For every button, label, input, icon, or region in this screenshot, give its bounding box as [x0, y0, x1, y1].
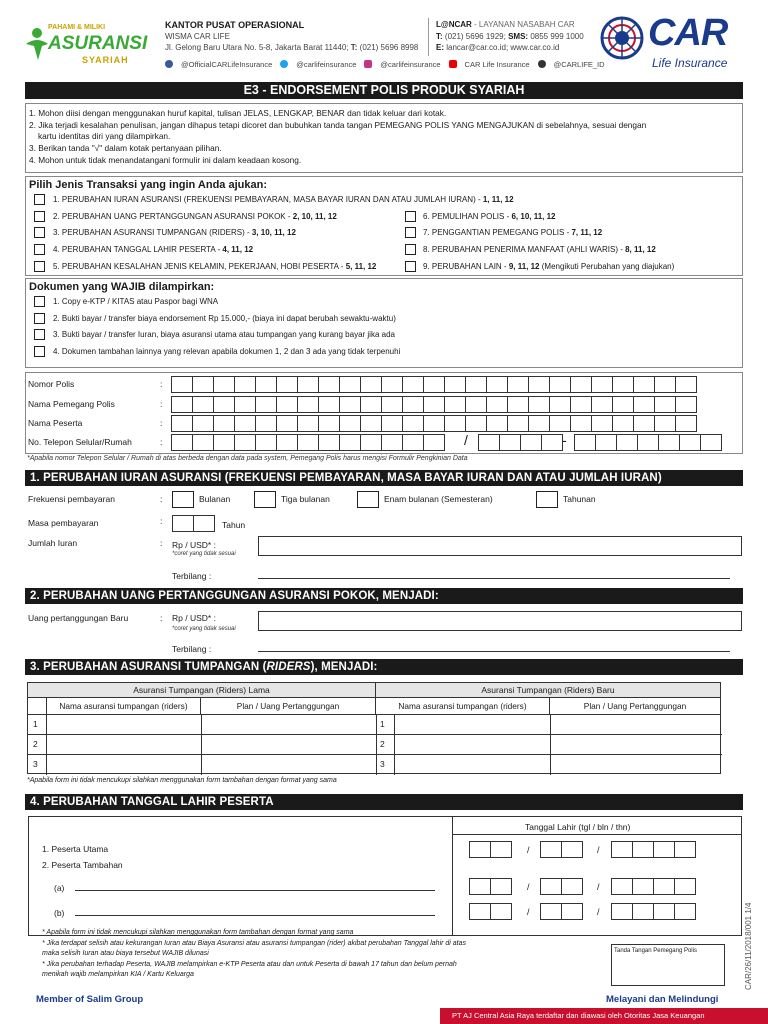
office-address: Jl. Gelong Baru Utara No. 5-8, Jakarta Barat 11440; T: (021) 5696 8998 — [165, 43, 419, 52]
social-twitter[interactable]: @carlifeinsurance — [296, 59, 357, 69]
riders-new-header: Asuransi Tumpangan (Riders) Baru — [376, 683, 720, 698]
label-period: Masa pembayaran — [28, 518, 99, 528]
office-building: WISMA CAR LIFE — [165, 32, 230, 41]
label-frequency: Frekuensi pembayaran — [28, 494, 115, 504]
checkbox-opt7[interactable] — [405, 227, 416, 238]
checkbox-opt9[interactable] — [405, 261, 416, 272]
checkbox-opt4[interactable] — [34, 244, 45, 255]
checkbox-opt5[interactable] — [34, 261, 45, 272]
phone-boxes-2[interactable] — [478, 434, 562, 451]
phone-boxes-3[interactable] — [574, 434, 721, 451]
checkbox-opt3[interactable] — [34, 227, 45, 238]
facebook-icon[interactable] — [165, 60, 173, 68]
dob-note-5: menikah wajib melampirkan KIA / Kartu Keluarga — [42, 971, 194, 978]
opt4-label: 4. PERUBAHAN TANGGAL LAHIR PESERTA - 4, 11, 12 — [53, 245, 254, 254]
instagram-icon[interactable] — [364, 60, 372, 68]
car-logo — [600, 12, 750, 72]
dob-b-month[interactable] — [540, 903, 582, 920]
doc3-label: 3. Bukti bayar / transfer Iuran, biaya asuransi utama atau tumpangan yang kurang bayar jika ada — [53, 330, 395, 339]
sum-assured-input[interactable] — [258, 611, 742, 631]
label-policy-holder: Nama Pemegang Polis — [28, 399, 115, 409]
dob-note-2: * Jika terdapat selisih atau kekurangan Iuran atau Biaya Asuransi atau asuransi tumpangan (rider) akibat perubahan Tanggal lahir di atas — [42, 940, 467, 947]
section-2-title: 2. PERUBAHAN UANG PERTANGGUNGAN ASURANSI POKOK, MENJADI: — [25, 588, 743, 604]
youtube-icon[interactable] — [449, 60, 457, 68]
instruction-3: 3. Berikan tanda "√" dalam kotak pertanyaan pilihan. — [29, 143, 222, 153]
instruction-1: 1. Mohon diisi dengan menggunakan huruf kapital, tulisan JELAS, LENGKAP, BENAR dan tidak keluar dari kotak. — [29, 108, 447, 118]
signature-label: Tanda Tangan Pemegang Polis — [614, 948, 697, 954]
checkbox-doc4[interactable] — [34, 346, 45, 357]
rider-row-2[interactable] — [28, 735, 722, 755]
social-instagram[interactable]: @carlifeinsurance — [380, 59, 441, 69]
dob-main-day[interactable] — [469, 841, 511, 858]
transaction-heading: Pilih Jenis Transaksi yang ingin Anda ajukan: — [29, 179, 267, 191]
doc4-label: 4. Dokumen tambahan lainnya yang relevan apabila dokumen 1, 2 dan 3 ada yang tidak terpenuhi — [53, 347, 401, 356]
in-words-line-2[interactable] — [258, 651, 730, 652]
dob-main-month[interactable] — [540, 841, 582, 858]
opt8-label: 8. PERUBAHAN PENERIMA MANFAAT (AHLI WARIS) - 8, 11, 12 — [423, 245, 656, 254]
opt2-label: 2. PERUBAHAN UANG PERTANGGUNGAN ASURANSI POKOK - 2, 10, 11, 12 — [53, 212, 337, 221]
instruction-2: 2. Jika terjadi kesalahan penulisan, jangan dihapus tetapi dicoret dan bubuhkan tanda tangan PEMEGANG POLIS YANG MENGAJUKAN di sebelahnya, sesuai dengan — [29, 120, 647, 130]
dob-note-4: * Jika perubahan terhadap Peserta, WAJIB melampirkan e-KTP Peserta atau dan untuk Peserta di bawah 17 tahun dan belum pernah — [42, 961, 457, 968]
logo-sub: SYARIAH — [82, 55, 129, 65]
label-in-words-1: Terbilang : — [172, 571, 212, 581]
amount-input[interactable] — [258, 536, 742, 556]
dob-note-3: maka selisih Iuran atau biaya tersebut WAJIB dilunasi — [42, 950, 209, 957]
label-phone: No. Telepon Selular/Rumah — [28, 437, 132, 447]
opt1-label: 1. PERUBAHAN IURAN ASURANSI (FREKUENSI PEMBAYARAN, MASA BAYAR IURAN DAN ATAU JUMLAH IURAN) - 1, 11, 12 — [53, 195, 514, 204]
twitter-icon[interactable] — [280, 60, 288, 68]
section-1-title: 1. PERUBAHAN IURAN ASURANSI (FREKUENSI PEMBAYARAN, MASA BAYAR IURAN DAN ATAU JUMLAH IURAN) — [25, 470, 743, 486]
checkbox-doc2[interactable] — [34, 313, 45, 324]
logo-brand: ASURANSI — [48, 33, 148, 54]
car-brand: CAR — [648, 12, 728, 54]
section-3-title: 3. PERUBAHAN ASURANSI TUMPANGAN (RIDERS), MENJADI: — [25, 659, 743, 675]
opt9-label: 9. PERUBAHAN LAIN - 9, 11, 12 (Mengikuti Perubahan yang diajukan) — [423, 262, 675, 271]
dob-main-year[interactable] — [611, 841, 695, 858]
col-old-name: Nama asuransi tumpangan (riders) — [46, 698, 201, 715]
documents-heading: Dokumen yang WAJIB dilampirkan: — [29, 281, 215, 293]
additional-b-line[interactable] — [75, 915, 435, 916]
label-currency-1: Rp / USD* : — [172, 540, 216, 550]
label-main-participant: 1. Peserta Utama — [42, 844, 109, 854]
office-title: KANTOR PUSAT OPERASIONAL — [165, 20, 305, 30]
checkbox-opt6[interactable] — [405, 211, 416, 222]
col-new-name: Nama asuransi tumpangan (riders) — [376, 698, 550, 715]
opt6-label: 6. PEMULIHAN POLIS - 6, 10, 11, 12 — [423, 212, 556, 221]
phone-note: *Apabila nomor Telepon Selular / Rumah di atas berbeda dengan data pada system, Pemegang Polis harus mengisi Formulir Pengkinian Data — [27, 455, 468, 462]
label-additional-participant: 2. Peserta Tambahan — [42, 860, 123, 870]
opt-semester: Enam bulanan (Semesteran) — [384, 494, 493, 504]
logo-tagline: PAHAMI & MILIKI — [48, 24, 106, 31]
doc2-label: 2. Bukti bayar / transfer biaya endorsement Rp 15.000,- (biaya ini dapat berubah sewaktu-waktu) — [53, 314, 396, 323]
riders-note: *Apabila form ini tidak mencukupi silahkan menggunakan form tambahan dengan format yang sama — [27, 777, 337, 784]
doc-code: CAR/26/11/2018/001 1/4 — [744, 902, 753, 990]
opt-monthly: Bulanan — [199, 494, 231, 504]
instruction-4: 4. Mohon untuk tidak menandatangani formulir ini dalam keadaan kosong. — [29, 155, 302, 165]
in-words-line-1[interactable] — [258, 578, 730, 579]
checkbox-monthly[interactable] — [172, 491, 194, 508]
checkbox-opt1[interactable] — [34, 194, 45, 205]
social-bar — [165, 58, 605, 70]
transaction-box — [25, 176, 743, 276]
opt7-label: 7. PENGGANTIAN PEMEGANG POLIS - 7, 11, 12 — [423, 228, 603, 237]
col-old-plan: Plan / Uang Pertanggungan — [201, 698, 376, 715]
checkbox-semester[interactable] — [357, 491, 379, 508]
form-title: E3 - ENDORSEMENT POLIS PRODUK SYARIAH — [25, 82, 743, 99]
col-new-plan: Plan / Uang Pertanggungan — [550, 698, 720, 715]
riders-old-header: Asuransi Tumpangan (Riders) Lama — [28, 683, 376, 698]
checkbox-opt8[interactable] — [405, 244, 416, 255]
period-boxes[interactable] — [172, 515, 214, 532]
lancar-label: L@NCAR — [436, 20, 472, 29]
opt5-label: 5. PERUBAHAN KESALAHAN JENIS KELAMIN, PEKERJAAN, HOBI PESERTA - 5, 11, 12 — [53, 262, 377, 271]
checkbox-yearly[interactable] — [536, 491, 558, 508]
label-sum-assured: Uang pertanggungan Baru — [28, 613, 129, 623]
riders-table: Asuransi Tumpangan (Riders) Lama Asuransi Tumpangan (Riders) Baru Nama asuransi tumpangan (riders) Plan / Uang Pertanggungan Nama asuransi tumpangan (riders) Plan / Uang Pertanggungan 1 2 3 1 2 3 — [27, 682, 721, 774]
dob-a-month[interactable] — [540, 878, 582, 895]
rider-row-1[interactable] — [28, 715, 722, 735]
footer-member: Member of Salim Group — [36, 994, 144, 1005]
instructions-box — [25, 103, 743, 173]
logo-asuransi-syariah — [22, 20, 148, 70]
checkbox-doc1[interactable] — [34, 296, 45, 307]
dob-note-1: * Apabila form ini tidak mencukupi silahkan menggunakan form tambahan dengan format yang sama — [42, 929, 354, 936]
social-line[interactable]: @CARLIFE_ID — [553, 59, 605, 69]
instruction-2b: kartu identitas diri yang dilampirkan. — [38, 131, 171, 141]
policy-number-boxes[interactable] — [171, 376, 696, 393]
label-policy-number: Nomor Polis — [28, 379, 75, 389]
social-facebook[interactable]: @OfficialCARLifeInsurance — [181, 59, 273, 69]
dob-header: Tanggal Lahir (tgl / bln / thn) — [525, 822, 631, 832]
footer-slogan: Melayani dan Melindungi — [606, 994, 719, 1005]
phone-boxes-1[interactable] — [171, 434, 444, 451]
additional-a-line[interactable] — [75, 890, 435, 891]
social-youtube[interactable]: CAR Life Insurance — [464, 59, 530, 69]
label-years: Tahun — [222, 520, 246, 530]
line-icon[interactable] — [538, 60, 546, 68]
dob-a-day[interactable] — [469, 878, 511, 895]
opt-yearly: Tahunan — [563, 494, 596, 504]
dob-b-year[interactable] — [611, 903, 695, 920]
opt3-label: 3. PERUBAHAN ASURANSI TUMPANGAN (RIDERS) - 3, 10, 11, 12 — [53, 228, 296, 237]
car-brand-sub: Life Insurance — [652, 56, 728, 70]
section-4-title: 4. PERUBAHAN TANGGAL LAHIR PESERTA — [25, 794, 743, 810]
doc1-label: 1. Copy e-KTP / KITAS atau Paspor bagi WNA — [53, 297, 219, 306]
policy-holder-boxes[interactable] — [171, 396, 696, 413]
checkbox-opt2[interactable] — [34, 211, 45, 222]
label-in-words-2: Terbilang : — [172, 644, 212, 654]
label-amount: Jumlah Iuran — [28, 538, 78, 548]
footer-ojk: PT AJ Central Asia Raya terdaftar dan diawasi oleh Otoritas Jasa Keuangan — [452, 1011, 705, 1020]
participant-boxes[interactable] — [171, 415, 696, 432]
dob-b-day[interactable] — [469, 903, 511, 920]
checkbox-doc3[interactable] — [34, 329, 45, 340]
dob-a-year[interactable] — [611, 878, 695, 895]
label-currency-2: Rp / USD* : — [172, 613, 216, 623]
car-emblem-icon — [600, 16, 644, 60]
opt-quarterly: Tiga bulanan — [281, 494, 330, 504]
checkbox-quarterly[interactable] — [254, 491, 276, 508]
label-participant: Nama Peserta — [28, 418, 83, 428]
